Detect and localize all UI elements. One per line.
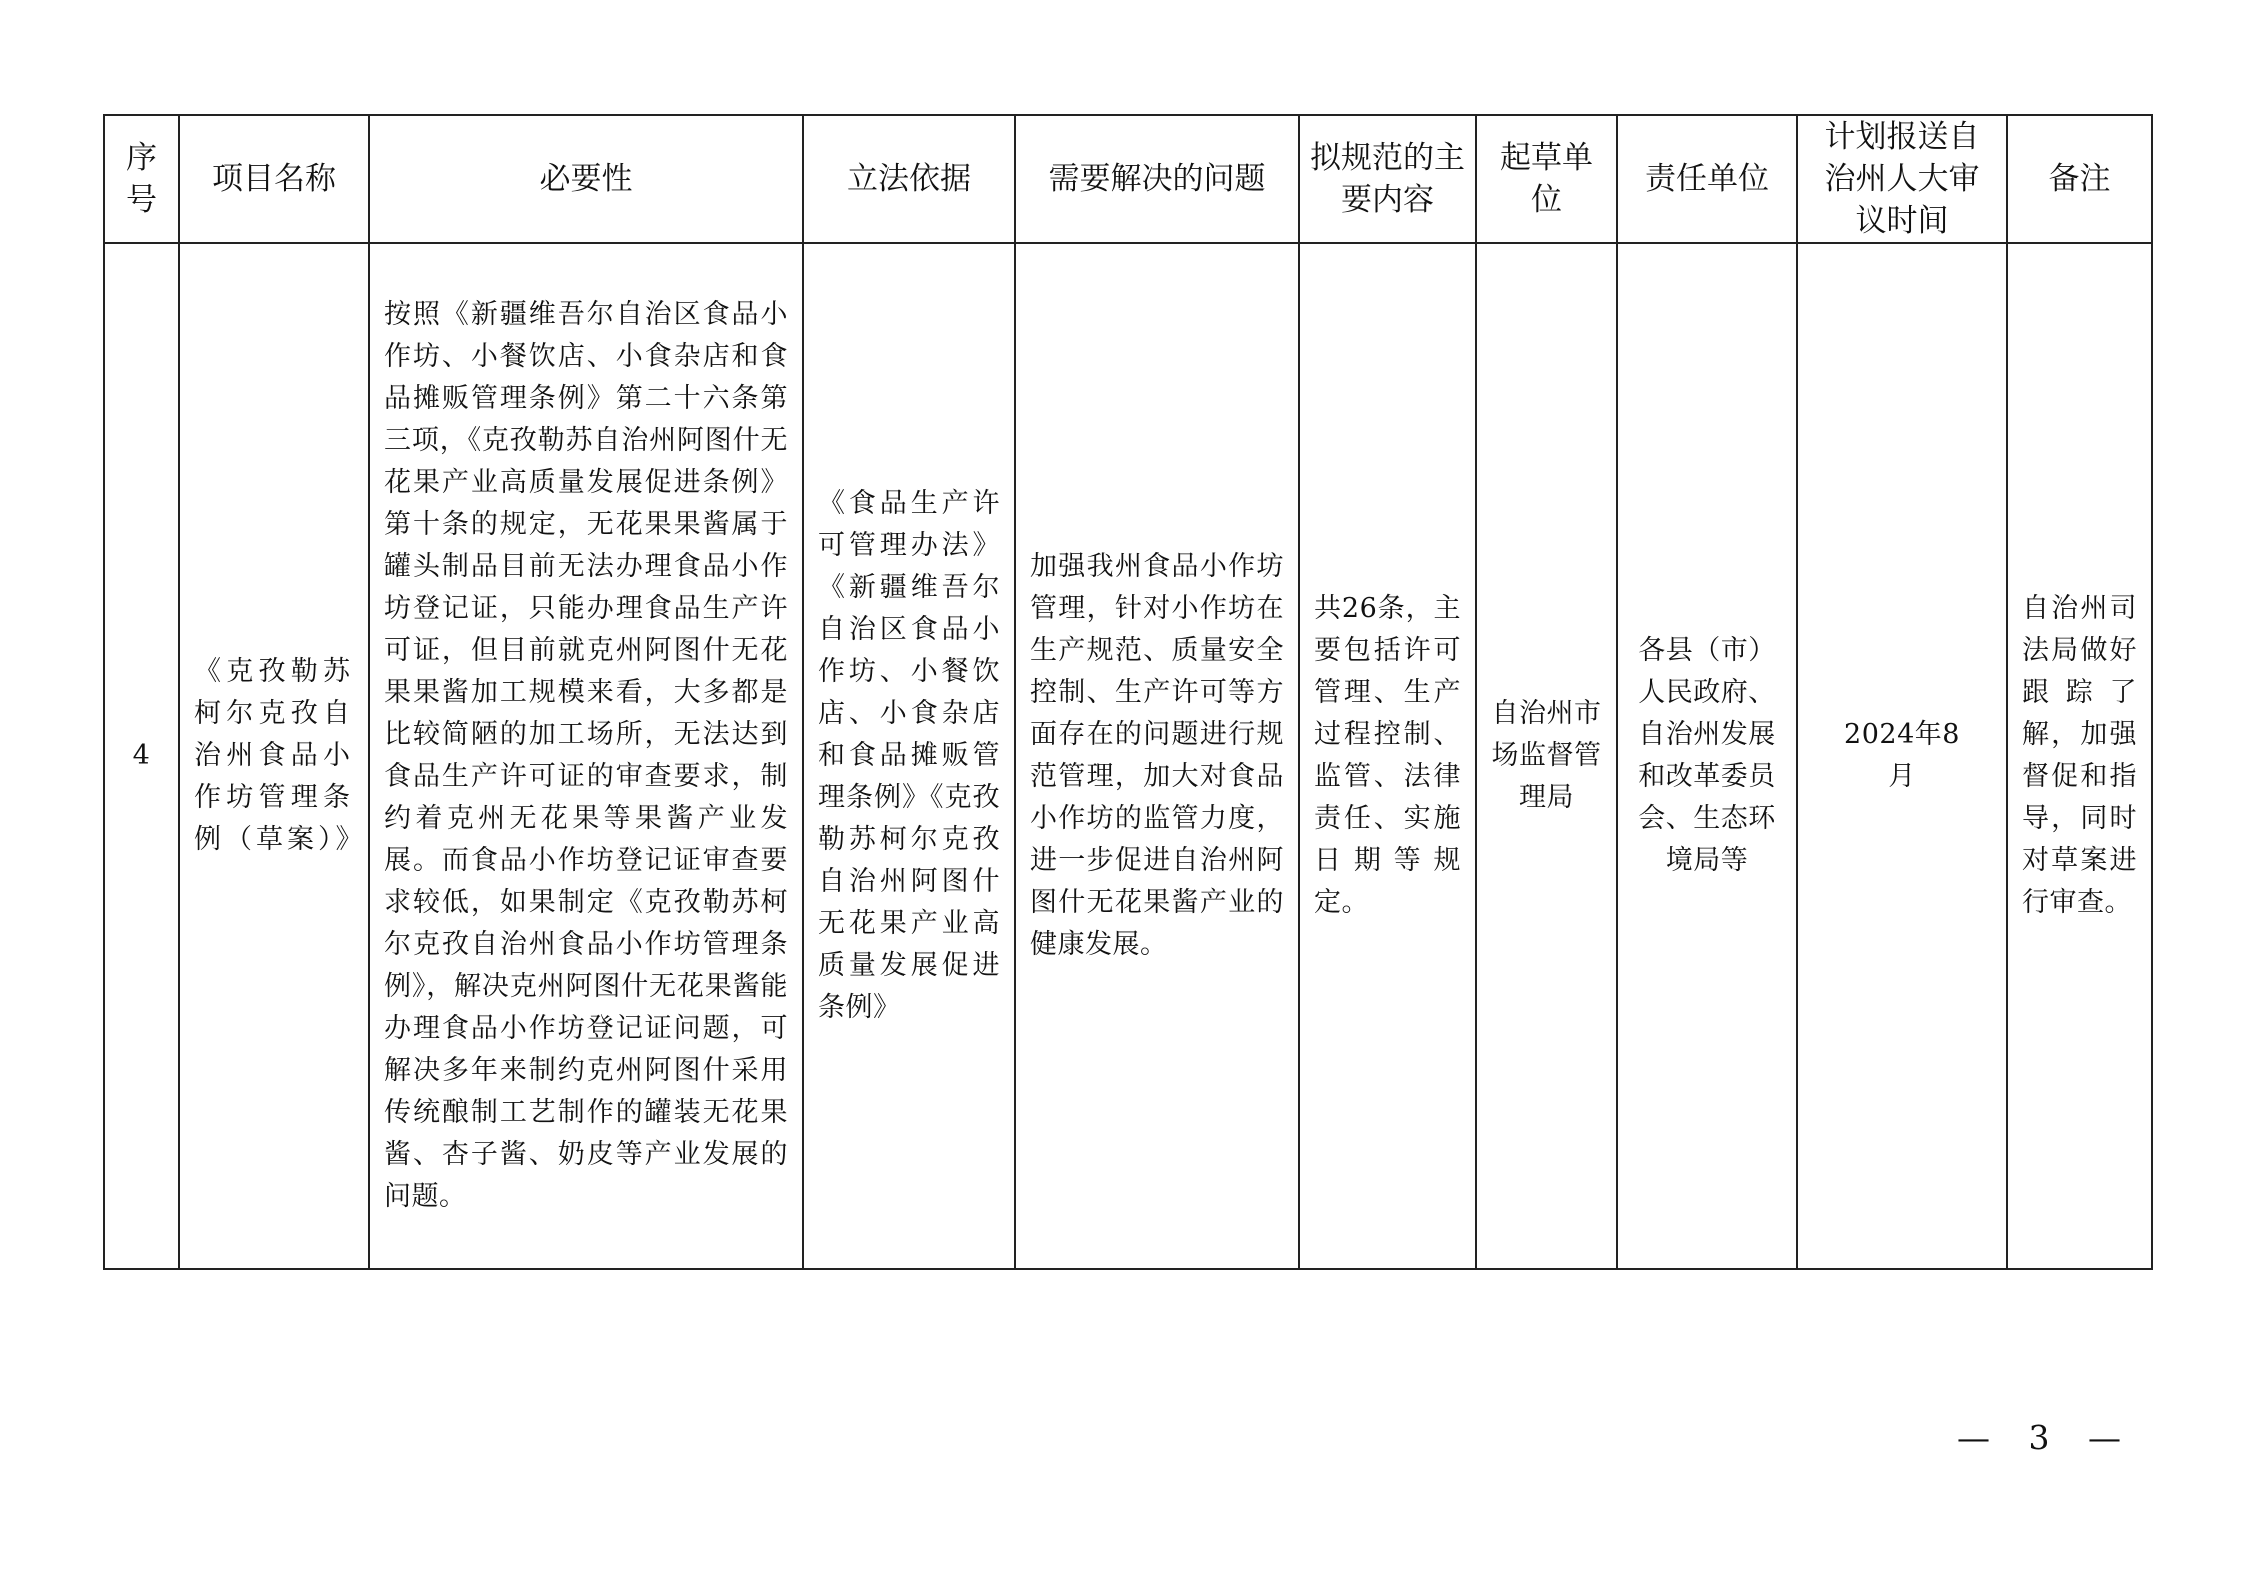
necessity-value: 按照《新疆维吾尔自治区食品小作坊、小餐饮店、小食杂店和食品摊贩管理条例》第二十六条第三项，《克孜勒苏自治州阿图什无花果产业高质量发展促进条例》第十条的规定，无花果果酱属于罐头制品目前无法办理食品小作坊登记证，只能办理食品生产许可证，但目前就克州阿图什无花果果酱加工规模来看，大多都是比较简陋的加工场所，无法达到食品生产许可证的审查要求，制约着克州无花果等果酱产业发展。而食品小作坊登记证审查要求较低，如果制定《克孜勒苏柯尔克孜自治州食品小作坊管理条例》，解决克州阿图什无花果酱能办理食品小作坊登记证问题，可解决多年来制约克州阿图什采用传统酿制工艺制作的罐装无花果酱、杏子酱、奶皮等产业发展的问题。 (384, 299, 788, 1212)
cell-project-name (179, 243, 369, 1269)
remarks-value: 自治州司法局做好跟踪了解，加强督促和指导，同时对草案进行审查。 (2022, 593, 2137, 918)
main-content-value: 共26条，主要包括许可管理、生产过程控制、监管、法律责任、实施日期等规定。 (1314, 593, 1461, 918)
cell-submission-time (1797, 243, 2007, 1269)
project-name-value: 《克孜勒苏柯尔克孜自治州食品小作坊管理条例（草案）》 (194, 656, 367, 855)
cell-drafting-unit (1476, 243, 1617, 1269)
legislation-plan-table (103, 114, 2153, 1270)
header-project-name: 项目名称 (179, 115, 369, 243)
responsible-unit-value: 各县（市）人民政府、自治州发展和改革委员会、生态环境局等 (1638, 635, 1776, 876)
table-header-row (104, 115, 2152, 243)
header-necessity: 必要性 (369, 115, 803, 243)
cell-main-content (1299, 243, 1476, 1269)
header-legal-basis: 立法依据 (803, 115, 1015, 243)
page-number: — 3 — (1957, 1418, 2135, 1457)
header-submission-time: 计划报送自治州人大审议时间 (1797, 115, 2007, 243)
cell-remarks (2007, 243, 2152, 1269)
header-seq: 序号 (104, 115, 179, 243)
cell-responsible-unit (1617, 243, 1797, 1269)
seq-value: 4 (132, 740, 151, 771)
header-responsible-unit: 责任单位 (1617, 115, 1797, 243)
drafting-unit-value: 自治州市场监督管理局 (1491, 698, 1602, 813)
problems-value: 加强我州食品小作坊管理，针对小作坊在生产规范、质量安全控制、生产许可等方面存在的问题进行规范管理，加大对食品小作坊的监管力度，进一步促进自治州阿图什无花果酱产业的健康发展。 (1030, 551, 1284, 960)
cell-seq (104, 243, 179, 1269)
legal-basis-value: 《食品生产许可管理办法》《新疆维吾尔自治区食品小作坊、小餐饮店、小食杂店和食品摊贩管理条例》《克孜勒苏柯尔克孜自治州阿图什无花果产业高质量发展促进条例》 (818, 488, 1000, 1023)
header-problems: 需要解决的问题 (1015, 115, 1299, 243)
cell-legal-basis (803, 243, 1015, 1269)
legislation-plan-sheet (103, 114, 2151, 1270)
submission-time-value: 2024年8月 (1844, 719, 1960, 792)
table-row (104, 243, 2152, 1269)
header-remarks: 备注 (2007, 115, 2152, 243)
header-main-content: 拟规范的主要内容 (1299, 115, 1476, 243)
cell-problems (1015, 243, 1299, 1269)
header-drafting-unit: 起草单位 (1476, 115, 1617, 243)
cell-necessity (369, 243, 803, 1269)
